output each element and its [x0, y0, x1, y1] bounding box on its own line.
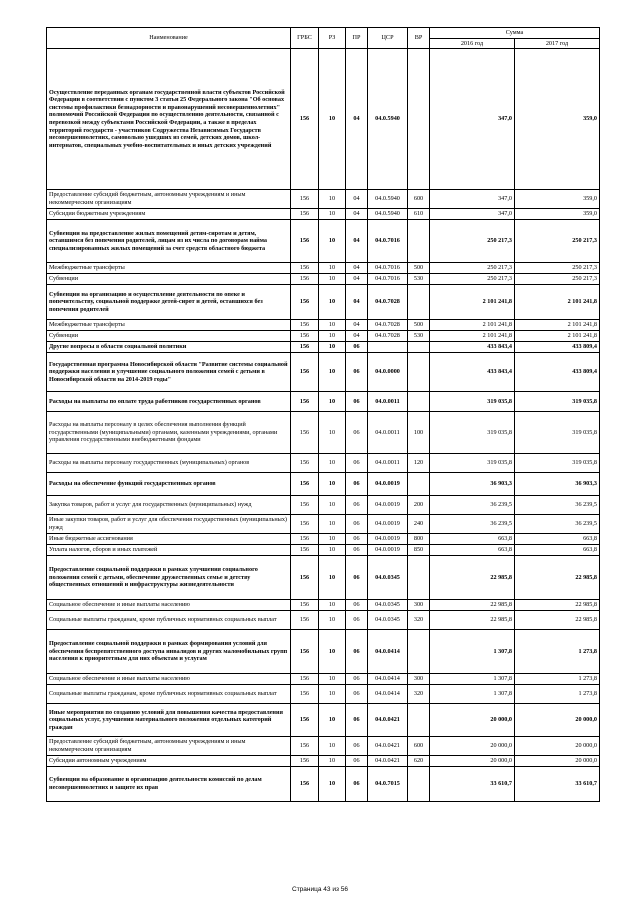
header-year-2017: 2017 год [515, 39, 600, 49]
cell-rz: 10 [319, 353, 346, 392]
cell-csr: 04.0.7028 [368, 331, 408, 342]
cell-name: Расходы на выплаты по оплате труда работников государственных органов [47, 392, 291, 412]
cell-name: Социальные выплаты гражданам, кроме публичных нормативных социальных выплат [47, 685, 291, 704]
cell-rz: 10 [319, 263, 346, 274]
cell-csr: 04.0.0011 [368, 392, 408, 412]
cell-amount-2016: 347,0 [430, 49, 515, 190]
table-row [47, 685, 600, 704]
cell-amount-2017: 33 610,7 [515, 767, 600, 802]
cell-rz: 10 [319, 600, 346, 611]
cell-amount-2016: 2 101 241,8 [430, 285, 515, 320]
cell-amount-2017: 359,0 [515, 209, 600, 220]
header-name: Наименование [47, 28, 291, 49]
cell-name: Социальное обеспечение и иные выплаты населению [47, 600, 291, 611]
cell-vr: 320 [408, 685, 430, 704]
cell-vr [408, 630, 430, 674]
cell-amount-2017: 1 273,8 [515, 674, 600, 685]
cell-grbs: 156 [291, 534, 319, 545]
cell-pr: 06 [346, 392, 368, 412]
cell-vr: 800 [408, 534, 430, 545]
cell-csr: 04.0.7016 [368, 263, 408, 274]
cell-amount-2016: 433 843,4 [430, 353, 515, 392]
cell-csr: 04.0.0414 [368, 685, 408, 704]
cell-grbs: 156 [291, 209, 319, 220]
cell-grbs: 156 [291, 274, 319, 285]
header-rz: РЗ [319, 28, 346, 49]
table-row [47, 331, 600, 342]
cell-rz: 10 [319, 220, 346, 263]
cell-amount-2016: 250 217,3 [430, 263, 515, 274]
cell-pr: 06 [346, 496, 368, 515]
table-row [47, 473, 600, 496]
cell-amount-2017: 319 035,8 [515, 454, 600, 473]
cell-amount-2017: 433 809,4 [515, 353, 600, 392]
cell-name: Расходы на обеспечение функций государственных органов [47, 473, 291, 496]
table-row [47, 600, 600, 611]
table-row [47, 353, 600, 392]
cell-csr: 04.0.0414 [368, 630, 408, 674]
cell-vr: 500 [408, 320, 430, 331]
cell-grbs: 156 [291, 767, 319, 802]
cell-pr: 04 [346, 190, 368, 209]
cell-amount-2016: 36 239,5 [430, 496, 515, 515]
table-row [47, 320, 600, 331]
cell-csr: 04.0.0019 [368, 473, 408, 496]
cell-csr: 04.0.7016 [368, 274, 408, 285]
cell-amount-2017: 1 273,8 [515, 630, 600, 674]
cell-rz: 10 [319, 756, 346, 767]
budget-table [46, 27, 600, 802]
table-row [47, 49, 600, 190]
cell-rz: 10 [319, 190, 346, 209]
table-body [47, 49, 600, 802]
cell-amount-2016: 22 985,8 [430, 556, 515, 600]
table-row [47, 274, 600, 285]
cell-rz: 10 [319, 285, 346, 320]
table-row [47, 209, 600, 220]
cell-amount-2017: 36 239,5 [515, 496, 600, 515]
cell-pr: 06 [346, 545, 368, 556]
cell-name: Субсидии автономным учреждениям [47, 756, 291, 767]
cell-amount-2016: 319 035,8 [430, 392, 515, 412]
table-row [47, 220, 600, 263]
cell-pr: 04 [346, 263, 368, 274]
cell-amount-2016: 1 307,8 [430, 674, 515, 685]
cell-grbs: 156 [291, 611, 319, 630]
table-row [47, 556, 600, 600]
cell-grbs: 156 [291, 342, 319, 353]
cell-pr: 04 [346, 331, 368, 342]
cell-csr: 04.0.5940 [368, 190, 408, 209]
cell-amount-2016: 663,8 [430, 545, 515, 556]
cell-amount-2016: 1 307,8 [430, 685, 515, 704]
cell-amount-2017: 2 101 241,8 [515, 285, 600, 320]
cell-csr: 04.0.7028 [368, 320, 408, 331]
cell-rz: 10 [319, 767, 346, 802]
cell-vr [408, 767, 430, 802]
cell-name: Предоставление субсидий бюджетным, автономным учреждениям и иным некоммерческим организациям [47, 190, 291, 209]
cell-csr: 04.0.0019 [368, 534, 408, 545]
cell-amount-2016: 2 101 241,8 [430, 320, 515, 331]
cell-name: Предоставление субсидий бюджетным, автономным учреждениям и иным некоммерческим организациям [47, 737, 291, 756]
cell-csr: 04.0.0414 [368, 674, 408, 685]
cell-amount-2017: 319 035,8 [515, 412, 600, 454]
cell-rz: 10 [319, 515, 346, 534]
cell-amount-2017: 319 035,8 [515, 392, 600, 412]
cell-amount-2016: 319 035,8 [430, 412, 515, 454]
table-row [47, 515, 600, 534]
cell-name: Социальные выплаты гражданам, кроме публичных нормативных социальных выплат [47, 611, 291, 630]
cell-pr: 06 [346, 556, 368, 600]
cell-csr: 04.0.5940 [368, 209, 408, 220]
cell-amount-2017: 359,0 [515, 49, 600, 190]
cell-pr: 06 [346, 515, 368, 534]
table-row [47, 767, 600, 802]
cell-amount-2017: 1 273,8 [515, 685, 600, 704]
cell-csr: 04.0.0421 [368, 704, 408, 737]
cell-amount-2016: 1 307,8 [430, 630, 515, 674]
header-sum: Сумма [430, 28, 600, 39]
cell-grbs: 156 [291, 556, 319, 600]
cell-amount-2016: 36 239,5 [430, 515, 515, 534]
header-pr: ПР [346, 28, 368, 49]
cell-grbs: 156 [291, 320, 319, 331]
cell-grbs: 156 [291, 704, 319, 737]
table-row [47, 630, 600, 674]
cell-vr: 530 [408, 331, 430, 342]
cell-vr [408, 353, 430, 392]
cell-amount-2017: 433 809,4 [515, 342, 600, 353]
cell-grbs: 156 [291, 353, 319, 392]
cell-csr: 04.0.0019 [368, 545, 408, 556]
cell-amount-2017: 20 000,0 [515, 737, 600, 756]
cell-pr: 04 [346, 320, 368, 331]
header-csr: ЦСР [368, 28, 408, 49]
cell-rz: 10 [319, 704, 346, 737]
table-row [47, 190, 600, 209]
cell-grbs: 156 [291, 220, 319, 263]
cell-amount-2017: 20 000,0 [515, 704, 600, 737]
cell-name: Закупка товаров, работ и услуг для государственных (муниципальных) нужд [47, 496, 291, 515]
cell-name: Расходы на выплаты персоналу в целях обеспечения выполнения функций государственными (муниципальными) органами, казенными учреждениями, органами управления государственными внебюджетными фондами [47, 412, 291, 454]
cell-rz: 10 [319, 737, 346, 756]
cell-grbs: 156 [291, 685, 319, 704]
cell-csr: 04.0.0019 [368, 515, 408, 534]
cell-vr: 100 [408, 412, 430, 454]
cell-pr: 06 [346, 767, 368, 802]
table-row [47, 496, 600, 515]
header-grbs: ГРБС [291, 28, 319, 49]
cell-pr: 06 [346, 674, 368, 685]
cell-rz: 10 [319, 630, 346, 674]
cell-rz: 10 [319, 412, 346, 454]
cell-pr: 06 [346, 737, 368, 756]
cell-grbs: 156 [291, 263, 319, 274]
cell-grbs: 156 [291, 737, 319, 756]
cell-grbs: 156 [291, 285, 319, 320]
cell-amount-2017: 359,0 [515, 190, 600, 209]
cell-csr: 04.0.0345 [368, 556, 408, 600]
table-row [47, 412, 600, 454]
cell-vr: 600 [408, 190, 430, 209]
cell-pr: 06 [346, 473, 368, 496]
cell-pr: 06 [346, 630, 368, 674]
cell-pr: 04 [346, 274, 368, 285]
cell-rz: 10 [319, 454, 346, 473]
cell-csr: 04.0.0421 [368, 756, 408, 767]
cell-amount-2017: 250 217,3 [515, 263, 600, 274]
cell-vr: 500 [408, 263, 430, 274]
cell-csr: 04.0.0011 [368, 454, 408, 473]
cell-grbs: 156 [291, 392, 319, 412]
cell-pr: 06 [346, 600, 368, 611]
cell-rz: 10 [319, 545, 346, 556]
cell-csr: 04.0.0000 [368, 353, 408, 392]
cell-csr: 04.0.0345 [368, 600, 408, 611]
table-row [47, 737, 600, 756]
cell-vr: 850 [408, 545, 430, 556]
cell-rz: 10 [319, 674, 346, 685]
cell-name: Предоставление социальной поддержки в рамках улучшения социального положения семей с детьми, обеспечение дружественных семье и детству общественных отношений и инфраструктуры жизнедеятельности [47, 556, 291, 600]
cell-grbs: 156 [291, 454, 319, 473]
cell-grbs: 156 [291, 515, 319, 534]
table-row [47, 704, 600, 737]
cell-rz: 10 [319, 496, 346, 515]
cell-amount-2016: 250 217,3 [430, 274, 515, 285]
cell-amount-2017: 2 101 241,8 [515, 320, 600, 331]
cell-name: Уплата налогов, сборов и иных платежей [47, 545, 291, 556]
cell-vr: 620 [408, 756, 430, 767]
cell-vr: 600 [408, 737, 430, 756]
cell-grbs: 156 [291, 496, 319, 515]
cell-vr: 300 [408, 674, 430, 685]
cell-name: Межбюджетные трансферты [47, 263, 291, 274]
cell-csr [368, 342, 408, 353]
cell-vr [408, 342, 430, 353]
cell-rz: 10 [319, 209, 346, 220]
cell-csr: 04.0.7016 [368, 220, 408, 263]
cell-pr: 06 [346, 342, 368, 353]
cell-vr [408, 556, 430, 600]
cell-name: Социальное обеспечение и иные выплаты населению [47, 674, 291, 685]
header-row [47, 28, 600, 39]
cell-name: Осуществление переданных органам государственной власти субъектов Российской Федерации в соответствии с пунктом 3 статьи 25 Федерального закона "Об основах системы профилактики безнадзорности и правонарушений несовершеннолетних" полномочий Российской Федерации по осуществлению деятельности, связанной с перевозкой между субъектами Российской Федерации, а также в пределах территорий государств - участников Содружества Независимых Государств несовершеннолетних, самовольно ушедших из семей, детских домов, школ-интернатов, специальных учебно-воспитательных и иных детских учреждений [47, 49, 291, 190]
cell-amount-2017: 36 239,5 [515, 515, 600, 534]
cell-amount-2017: 20 000,0 [515, 756, 600, 767]
cell-amount-2016: 20 000,0 [430, 704, 515, 737]
cell-name: Субвенции на организацию и осуществление деятельности по опеке и попечительству, социальной поддержке детей-сирот и детей, оставшихся без попечения родителей [47, 285, 291, 320]
cell-vr [408, 49, 430, 190]
cell-name: Государственная программа Новосибирской области "Развитие системы социальной поддержки населения и улучшение социального положения семей с детьми в Новосибирской области на 2014-2019 годы" [47, 353, 291, 392]
table-row [47, 263, 600, 274]
cell-rz: 10 [319, 274, 346, 285]
cell-amount-2017: 2 101 241,8 [515, 331, 600, 342]
cell-amount-2017: 250 217,3 [515, 274, 600, 285]
cell-rz: 10 [319, 320, 346, 331]
cell-grbs: 156 [291, 190, 319, 209]
cell-rz: 10 [319, 556, 346, 600]
table-row [47, 285, 600, 320]
cell-pr: 04 [346, 285, 368, 320]
table-row [47, 342, 600, 353]
cell-vr [408, 392, 430, 412]
cell-amount-2017: 36 903,3 [515, 473, 600, 496]
cell-amount-2017: 250 217,3 [515, 220, 600, 263]
cell-rz: 10 [319, 534, 346, 545]
cell-pr: 06 [346, 685, 368, 704]
cell-name: Межбюджетные трансферты [47, 320, 291, 331]
table-row [47, 392, 600, 412]
cell-name: Субвенции на предоставление жилых помещений детям-сиротам и детям, оставшимся без попечения родителей, лицам из их числа по договорам найма специализированных жилых помещений за счет средств областного бюджета [47, 220, 291, 263]
cell-amount-2016: 319 035,8 [430, 454, 515, 473]
cell-vr [408, 473, 430, 496]
cell-vr: 530 [408, 274, 430, 285]
cell-csr: 04.0.0011 [368, 412, 408, 454]
cell-amount-2016: 20 000,0 [430, 756, 515, 767]
cell-amount-2017: 22 985,8 [515, 556, 600, 600]
cell-pr: 04 [346, 49, 368, 190]
cell-amount-2016: 347,0 [430, 190, 515, 209]
cell-amount-2016: 36 903,3 [430, 473, 515, 496]
cell-name: Субвенции [47, 274, 291, 285]
cell-rz: 10 [319, 473, 346, 496]
cell-name: Субсидии бюджетным учреждениям [47, 209, 291, 220]
cell-vr: 200 [408, 496, 430, 515]
cell-vr: 240 [408, 515, 430, 534]
cell-name: Иные мероприятия по созданию условий для повышения качества предоставления социальных услуг, улучшения материального положения отдельных категорий граждан [47, 704, 291, 737]
cell-grbs: 156 [291, 600, 319, 611]
cell-csr: 04.0.0019 [368, 496, 408, 515]
cell-rz: 10 [319, 331, 346, 342]
cell-amount-2017: 22 985,8 [515, 611, 600, 630]
cell-pr: 06 [346, 756, 368, 767]
cell-csr: 04.0.7028 [368, 285, 408, 320]
cell-vr [408, 220, 430, 263]
cell-amount-2016: 250 217,3 [430, 220, 515, 263]
cell-rz: 10 [319, 611, 346, 630]
cell-name: Субвенции на образование и организацию деятельности комиссий по делам несовершеннолетних и защите их прав [47, 767, 291, 802]
cell-rz: 10 [319, 685, 346, 704]
cell-csr: 04.0.5940 [368, 49, 408, 190]
cell-name: Предоставление социальной поддержки в рамках формирования условий для обеспечения беспрепятственного доступа инвалидов и других маломобильных групп населения к приоритетным для них объектам и услугам [47, 630, 291, 674]
cell-rz: 10 [319, 49, 346, 190]
cell-grbs: 156 [291, 545, 319, 556]
cell-vr [408, 285, 430, 320]
table-row [47, 454, 600, 473]
cell-rz: 10 [319, 342, 346, 353]
cell-amount-2017: 663,8 [515, 545, 600, 556]
table-row [47, 674, 600, 685]
table-row [47, 611, 600, 630]
cell-grbs: 156 [291, 412, 319, 454]
cell-grbs: 156 [291, 331, 319, 342]
cell-pr: 06 [346, 454, 368, 473]
cell-name: Расходы на выплаты персоналу государственных (муниципальных) органов [47, 454, 291, 473]
page-footer: Страница 43 из 56 [292, 886, 348, 893]
cell-pr: 04 [346, 220, 368, 263]
cell-vr: 320 [408, 611, 430, 630]
cell-amount-2016: 20 000,0 [430, 737, 515, 756]
cell-csr: 04.0.0345 [368, 611, 408, 630]
cell-amount-2016: 433 843,4 [430, 342, 515, 353]
cell-vr: 300 [408, 600, 430, 611]
header-year-2016: 2016 год [430, 39, 515, 49]
cell-amount-2016: 33 610,7 [430, 767, 515, 802]
cell-grbs: 156 [291, 49, 319, 190]
cell-vr: 610 [408, 209, 430, 220]
cell-csr: 04.0.0421 [368, 737, 408, 756]
cell-amount-2016: 2 101 241,8 [430, 331, 515, 342]
cell-amount-2016: 22 985,8 [430, 611, 515, 630]
cell-amount-2016: 663,8 [430, 534, 515, 545]
cell-grbs: 156 [291, 630, 319, 674]
cell-grbs: 156 [291, 473, 319, 496]
table-row [47, 545, 600, 556]
cell-pr: 06 [346, 611, 368, 630]
cell-pr: 06 [346, 412, 368, 454]
cell-vr [408, 704, 430, 737]
cell-amount-2016: 347,0 [430, 209, 515, 220]
cell-grbs: 156 [291, 756, 319, 767]
cell-grbs: 156 [291, 674, 319, 685]
cell-amount-2017: 22 985,8 [515, 600, 600, 611]
cell-amount-2017: 663,8 [515, 534, 600, 545]
table-row [47, 756, 600, 767]
cell-csr: 04.0.7015 [368, 767, 408, 802]
cell-vr: 120 [408, 454, 430, 473]
cell-pr: 06 [346, 534, 368, 545]
cell-name: Иные закупки товаров, работ и услуг для обеспечения государственных (муниципальных) нужд [47, 515, 291, 534]
cell-name: Субвенции [47, 331, 291, 342]
cell-amount-2016: 22 985,8 [430, 600, 515, 611]
cell-pr: 06 [346, 353, 368, 392]
cell-pr: 06 [346, 704, 368, 737]
table-row [47, 534, 600, 545]
cell-rz: 10 [319, 392, 346, 412]
cell-name: Иные бюджетные ассигнования [47, 534, 291, 545]
header-vr: ВР [408, 28, 430, 49]
cell-pr: 04 [346, 209, 368, 220]
cell-name: Другие вопросы в области социальной политики [47, 342, 291, 353]
